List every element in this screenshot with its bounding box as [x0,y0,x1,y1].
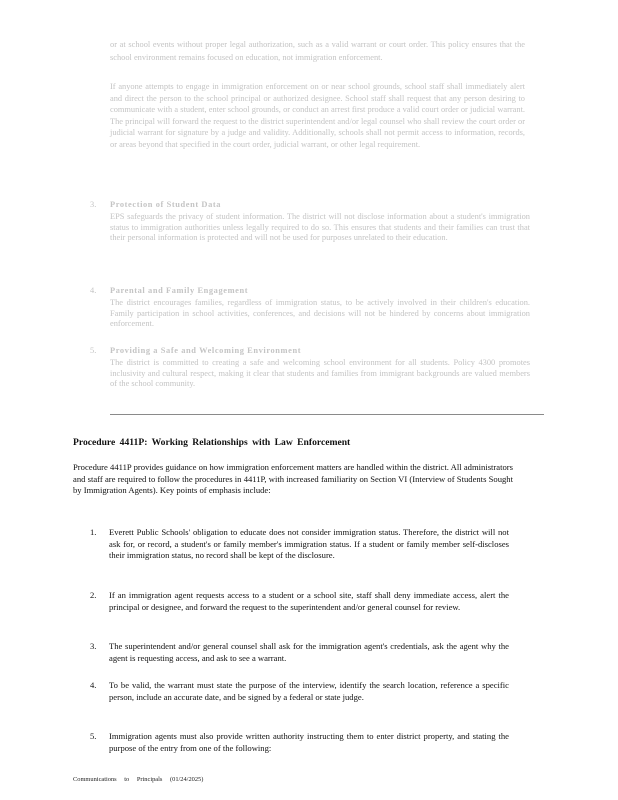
section-number: 3. [90,200,97,209]
faded-paragraph-text: If anyone attempts to engage in immigration enforcement on or near school grounds, school staff shall immediately alert and direct the person to the school principal or authorized designee. School staff shall request that any person desiring to communicate with a student, enter school grounds, or conduct an arrest first produce a valid court order or judicial warrant. The principal will forward the request to the district superintendent and/or legal counsel who shall review the court order or judicial warrant for signature by a judge and validity. Additionally, schools shall not permit access to information, records, or areas beyond that specified in the court order, judicial warrant, or other legal requirement. [110,82,525,149]
section-body: The district encourages families, regardless of immigration status, to be actively involved in their children's education. Family participation in school activities, conferences, and decisions will not be hindered by concerns about immigration enforcement. [110,298,530,328]
list-item-text: The superintendent and/or general counsel shall ask for the immigration agent's credentials, ask the agent why the agent is requesting access, and ask to see a warrant. [109,641,509,663]
faded-paragraph-top [110,38,525,64]
procedure-title: Procedure 4411P: Working Relationships with Law Enforcement [73,437,351,448]
section-number: 4. [90,286,97,295]
list-item-number: 1. [90,527,97,537]
section-number: 5. [90,346,97,355]
faded-paragraph-enforcement [110,81,525,150]
faded-paragraph-text: or at school events without proper legal authorization, such as a valid warrant or court order. This policy ensures that the school environment remains focused on education, not immigration enforcement. [110,40,525,62]
list-item-text: Everett Public Schools' obligation to educate does not consider immigration status. Therefore, the district will not ask for, or record, a student's or family member's immigration status. If a student or family member self-discloses their immigration status, no record shall be kept of the disclosure. [109,527,509,560]
list-item-text: Immigration agents must also provide written authority instructing them to enter district property, and stating the purpose of the entry from one of the following: [109,731,509,753]
list-item-number: 2. [90,590,97,600]
page-footer: Communications to Principals (01/24/2025) [73,776,204,783]
list-item-number: 4. [90,680,97,690]
section-heading: Parental and Family Engagement [110,286,249,295]
list-item-text: If an immigration agent requests access to a student or a school site, staff shall deny immediate access, alert the principal or designee, and forward the request to the superintendent and/or general counsel for review. [109,590,509,612]
section-heading: Protection of Student Data [110,200,222,209]
list-item-text: To be valid, the warrant must state the purpose of the interview, identify the search location, reference a specific person, include an accurate date, and be signed by a federal or state judge. [109,680,509,702]
section-body: The district is committed to creating a safe and welcoming school environment for all students. Policy 4300 promotes inclusivity and cultural respect, making it clear that students and families from immigrant backgrounds are valued members of the school community. [110,358,530,388]
list-item-number: 5. [90,731,97,741]
list-item-number: 3. [90,641,97,651]
section-heading: Providing a Safe and Welcoming Environment [110,346,302,355]
procedure-intro: Procedure 4411P provides guidance on how immigration enforcement matters are handled within the district. All administrators and staff are required to follow the procedures in 4411P, with increased familiarity on Section VI (Interview of Students Sought by Immigration Agents). Key points of emphasis include: [73,462,513,495]
section-divider [110,414,544,415]
section-body: EPS safeguards the privacy of student information. The district will not disclose information about a student's immigration status to immigration authorities unless legally required to do so. This ensures that students and their families can trust that their personal information is protected and will not be used for purposes unrelated to their education. [110,212,530,242]
